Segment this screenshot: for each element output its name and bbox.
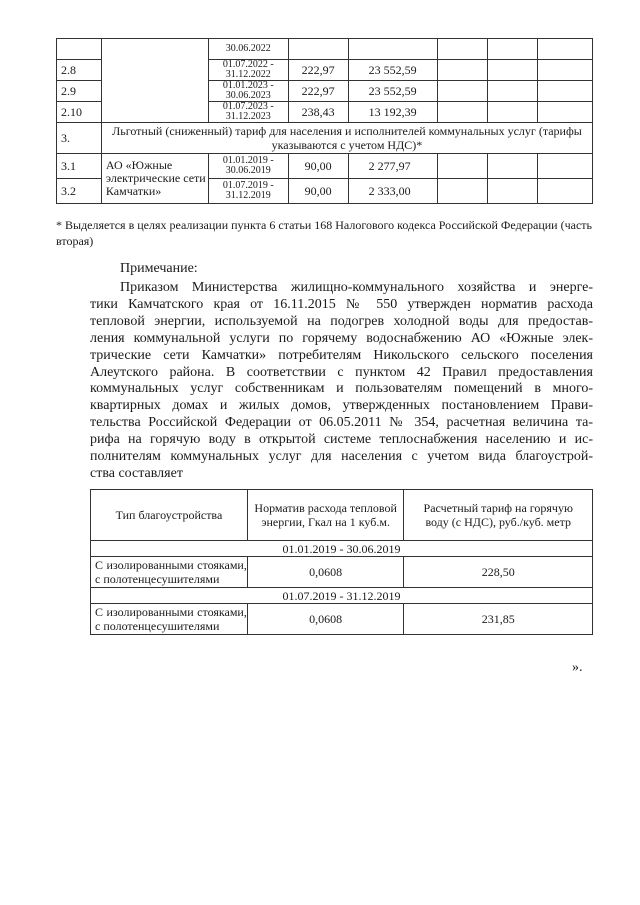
value-cell: 90,00: [288, 179, 348, 204]
note-line: трические сети Камчатки» потребителям Никольского сельского поселения: [90, 347, 593, 363]
section-title: Льготный (сниженный) тариф для населения и исполнителей коммунальных услуг (тарифы указываются с учетом НДС)*: [101, 123, 592, 154]
value-cell: 23 552,59: [348, 60, 438, 81]
value-cell: 13 192,39: [348, 102, 438, 123]
period-cell: 01.07.2023 - 31.12.2023: [208, 102, 288, 123]
value-cell: 90,00: [288, 154, 348, 179]
table-row: [57, 39, 593, 60]
value-cell: 222,97: [288, 81, 348, 102]
value-cell: [348, 39, 438, 60]
row-number: 2.8: [57, 60, 102, 81]
period-label: 01.07.2019 - 31.12.2019: [91, 588, 593, 604]
row-number: 2.10: [57, 102, 102, 123]
closing-quote: ».: [572, 660, 583, 675]
note-line: рифа на горячую воду в открытой системе теплоснабжения населению и ис-: [90, 432, 593, 448]
value-cell: 2 333,00: [348, 179, 438, 204]
row-number: 2.9: [57, 81, 102, 102]
type-cell: С изолированными стояками, с полотенцесушителями: [91, 604, 248, 635]
note-line: тики Камчатского края от 16.11.2015 № 550 утвержден норматив расхода: [90, 296, 593, 312]
note-line: тепловой энергии, используемой на подогрев холодной воды для предостав-: [90, 313, 593, 329]
header-norm: Норматив расхода тепловой энергии, Гкал на 1 куб.м.: [247, 490, 404, 541]
note-heading: Примечание:: [120, 261, 198, 276]
hot-water-tariff-table: [90, 489, 593, 635]
norm-cell: 0,0608: [247, 557, 404, 588]
period-cell: 01.01.2019 - 30.06.2019: [208, 154, 288, 179]
table-row: [91, 604, 593, 635]
header-tariff: Расчетный тариф на горячую воду (с НДС), руб./куб. метр: [404, 490, 593, 541]
tariff-cell: 228,50: [404, 557, 593, 588]
period-row: [91, 541, 593, 557]
value-cell: [288, 39, 348, 60]
period-cell: 01.07.2019 - 31.12.2019: [208, 179, 288, 204]
row-number: 3.2: [57, 179, 102, 204]
note-line: Алеутского района. В соответствии с пунктом 42 Правил предоставления: [90, 364, 593, 380]
period-cell: 01.07.2022 - 31.12.2022: [208, 60, 288, 81]
type-cell: С изолированными стояками, с полотенцесушителями: [91, 557, 248, 588]
period-cell: 01.01.2023 - 30.06.2023: [208, 81, 288, 102]
note-line: ства составляет: [90, 465, 183, 481]
org-cell-empty: [101, 39, 208, 123]
note-line: тельства Российской Федерации от 06.05.2011 № 354, расчетная величина та-: [90, 415, 593, 431]
value-cell: 23 552,59: [348, 81, 438, 102]
row-number: 3.1: [57, 154, 102, 179]
table-header-row: [91, 490, 593, 541]
table-row: [91, 557, 593, 588]
value-cell: 2 277,97: [348, 154, 438, 179]
note-line: полнителям коммунальных услуг для населения с учетом вида благоустрой-: [90, 449, 593, 465]
table-row: [57, 123, 593, 154]
norm-cell: 0,0608: [247, 604, 404, 635]
note-line: коммунальных услуг собственникам и пользователям помещений в много-: [90, 381, 593, 397]
period-row: [91, 588, 593, 604]
header-type: Тип благоустройства: [91, 490, 248, 541]
table-row: [57, 154, 593, 179]
period-cell: 30.06.2022: [208, 39, 288, 60]
organization-name: АО «Южные электрические сети Камчатки»: [101, 154, 208, 204]
section-number: 3.: [57, 123, 102, 154]
note-line: квартирных домах и жилых домов, утвержденных постановлением Прави-: [90, 398, 593, 414]
note-line: ления коммунальной услуги по горячему водоснабжению АО «Южные элек-: [90, 330, 593, 346]
note-text: [90, 280, 593, 483]
note-line: Приказом Министерства жилищно-коммунального хозяйства и энерге-: [120, 280, 593, 295]
period-label: 01.01.2019 - 30.06.2019: [91, 541, 593, 557]
row-number: [57, 39, 102, 60]
value-cell: 238,43: [288, 102, 348, 123]
tariff-table: [56, 38, 593, 204]
value-cell: 222,97: [288, 60, 348, 81]
footnote: * Выделяется в целях реализации пункта 6 статьи 168 Налогового кодекса Российской Федерации (часть вторая): [56, 218, 593, 248]
tariff-cell: 231,85: [404, 604, 593, 635]
